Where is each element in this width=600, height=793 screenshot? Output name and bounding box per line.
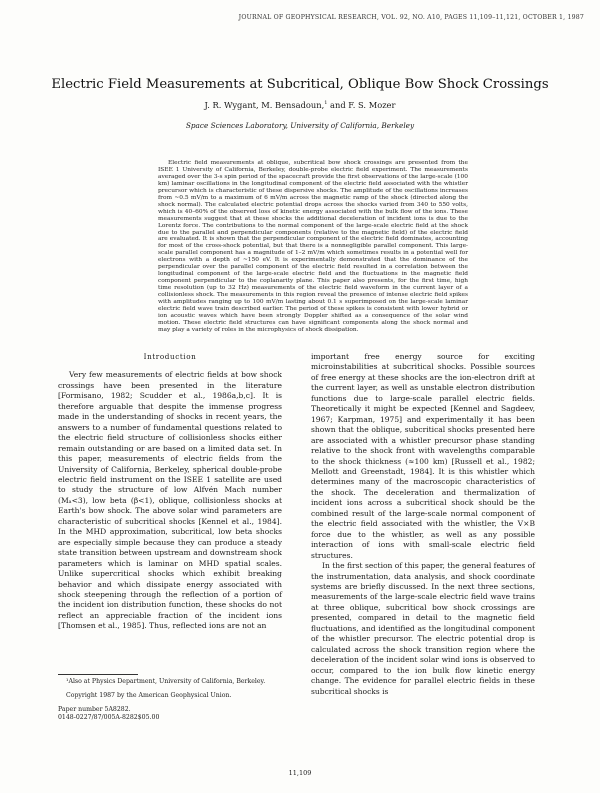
- footnotes: [58, 678, 282, 722]
- author-line: [20, 100, 580, 110]
- left-column: [58, 352, 282, 632]
- abstract-text: Electric field measurements at oblique, subcritical bow shock crossings are presented from the ISEE 1 University of California, Berkeley, double-probe electric field experiment. The measurements averaged over the 3-s spin period of the spacecraft provide the first observations of the large-scale (100 km) laminar oscillations in the longitudinal component of the electric field associated with the whistler precursor which is characteristic of these dispersive shocks. The amplitude of the oscillations increases from ~0.5 mV/m to a maximum of 6 mV/m across the magnetic ramp of the shock (directed along the shock normal). The calculated electric potential drops across the shocks varied from 340 to 550 volts, which is 40–60% of the observed loss of kinetic energy associated with the bulk flow of the ions. These measurements suggest that at these shocks the additional deceleration of incident ions is due to the Lorentz force. The contributions to the normal component of the large-scale electric field at the shock due to the parallel and perpendicular components (relative to the magnetic field) of the electric field are evaluated. It is shown that the perpendicular component of the electric field dominates, accounting for most of the cross-shock potential, but that there is a nonnegligible parallel component. This large-scale parallel component has a magnitude of 1–2 mV/m which sometimes results in a potential well for electrons with a depth of ~150 eV. It is experimentally demonstrated that the dominance of the perpendicular over the parallel component of the electric field resulted in a correlation between the longitudinal component of the large-scale electric field and the fluctuations in the magnetic field component perpendicular to the coplanarity plane. This paper also presents, for the first time, high time resolution (up to 32 Hz) measurements of the electric field waveform in the current layer of a collisionless shock. The measurements in this region reveal the presence of intense electric field spikes with amplitudes ranging up to 100 mV/m lasting about 0.1 s superimposed on the large-scale laminar electric field wave train described earlier. The period of these spikes is consistent with lower hybrid or ion acoustic waves which have been strongly Doppler shifted as a consequence of the solar wind motion. These electric field structures can have significant components along the shock normal and may play a variety of roles in the microphysics of shock dissipation.: [158, 160, 468, 333]
- author-names-2: and F. S. Mozer: [327, 100, 396, 110]
- author-footnote-marker: 1: [324, 100, 328, 107]
- body-paragraph: In the first section of this paper, the general features of the instrumentation, data analysis, and shock coordinate systems are briefly discussed. In the next three sections, measurements of the large-scale electric field wave trains at three oblique, subcritical bow shock crossings are presented, compared in detail to the magnetic field fluctuations, and identified as the longitudinal component of the whistler precursor. The electric potential drop is calculated across the shock transition region where the deceleration of the incident solar wind ions is observed to occur, compared to the ion bulk flow kinetic energy change. The evidence for parallel electric fields in these subcritical shocks is: [311, 561, 535, 696]
- article-code: 0148-0227/87/005A-8282$05.00: [58, 714, 160, 721]
- footnote-affiliation: ¹Also at Physics Department, University of California, Berkeley.: [66, 678, 266, 685]
- right-column: [311, 352, 535, 697]
- paper-title: Electric Field Measurements at Subcritical, Oblique Bow Shock Crossings: [51, 77, 549, 92]
- page-number: 11,109: [288, 769, 312, 777]
- affiliation: Space Sciences Laboratory, University of California, Berkeley: [185, 121, 415, 130]
- body-paragraph: important free energy source for exciting microinstabilities at subcritical shocks. Possible sources of free energy at these shocks are the ion-electron drift at the current layer, as well as unstable electron distribution functions due to large-scale parallel electric fields. Theoretically it might be expected [Kennel and Sagdeev, 1967; Karpman, 1975] and experimentally it has been shown that the oblique, subcritical shocks presented here are associated with a whistler precursor phase standing relative to the shock front with wavelengths comparable to the shock thickness (≈100 km) [Russell et al., 1982; Mellott and Greenstadt, 1984]. It is this whistler which determines many of the macroscopic characteristics of the shock. The deceleration and thermalization of incident ions across a subcritical shock should be the combined result of the large-scale normal component of the electric field associated with the whistler, the V×B force due to the whistler, as well as any possible interaction of ions with small-scale electric field structures.: [311, 352, 535, 560]
- author-names: J. R. Wygant, M. Bensadoun,: [204, 100, 325, 110]
- paper-number: Paper number 5A8282.: [58, 706, 131, 713]
- footnote-rule: [58, 674, 138, 675]
- journal-header: JOURNAL OF GEOPHYSICAL RESEARCH, VOL. 92, NO. A10, PAGES 11,109–11,121, OCTOBER 1, 1987: [238, 14, 584, 21]
- copyright-line: Copyright 1987 by the American Geophysical Union.: [66, 692, 232, 699]
- body-paragraph: Very few measurements of electric fields at bow shock crossings have been presented in the literature [Formisano, 1982; Scudder et al., 1986a,b,c]. It is therefore arguable that despite the immense progress made in the understanding of shocks in recent years, the answers to a number of fundamental questions related to the electric field structure of collisionless shocks either remain outstanding or are based on a limited data set. In this paper, measurements of electric fields from the University of California, Berkeley, spherical double-probe electric field instrument on the ISEE 1 satellite are used to study the structure of low Alfvén Mach number (Mₐ<3), low beta (β<1), oblique, collisionless shocks at Earth's bow shock. The above solar wind parameters are characteristic of subcritical shocks [Kennel et al., 1984]. In the MHD approximation, subcritical, low beta shocks are especially simple because they can produce a steady state transition between upstream and downstream shock parameters which is laminar on MHD spatial scales. Unlike supercritical shocks which exhibit breaking behavior and which dissipate energy associated with shock steepening through the reflection of a portion of the incident ion distribution function, these shocks do not reflect an appreciable fraction of the incident ions [Thomsen et al., 1985]. Thus, reflected ions are not an: [58, 370, 282, 631]
- abstract: [158, 160, 468, 334]
- section-heading-introduction: Introduction: [143, 352, 197, 361]
